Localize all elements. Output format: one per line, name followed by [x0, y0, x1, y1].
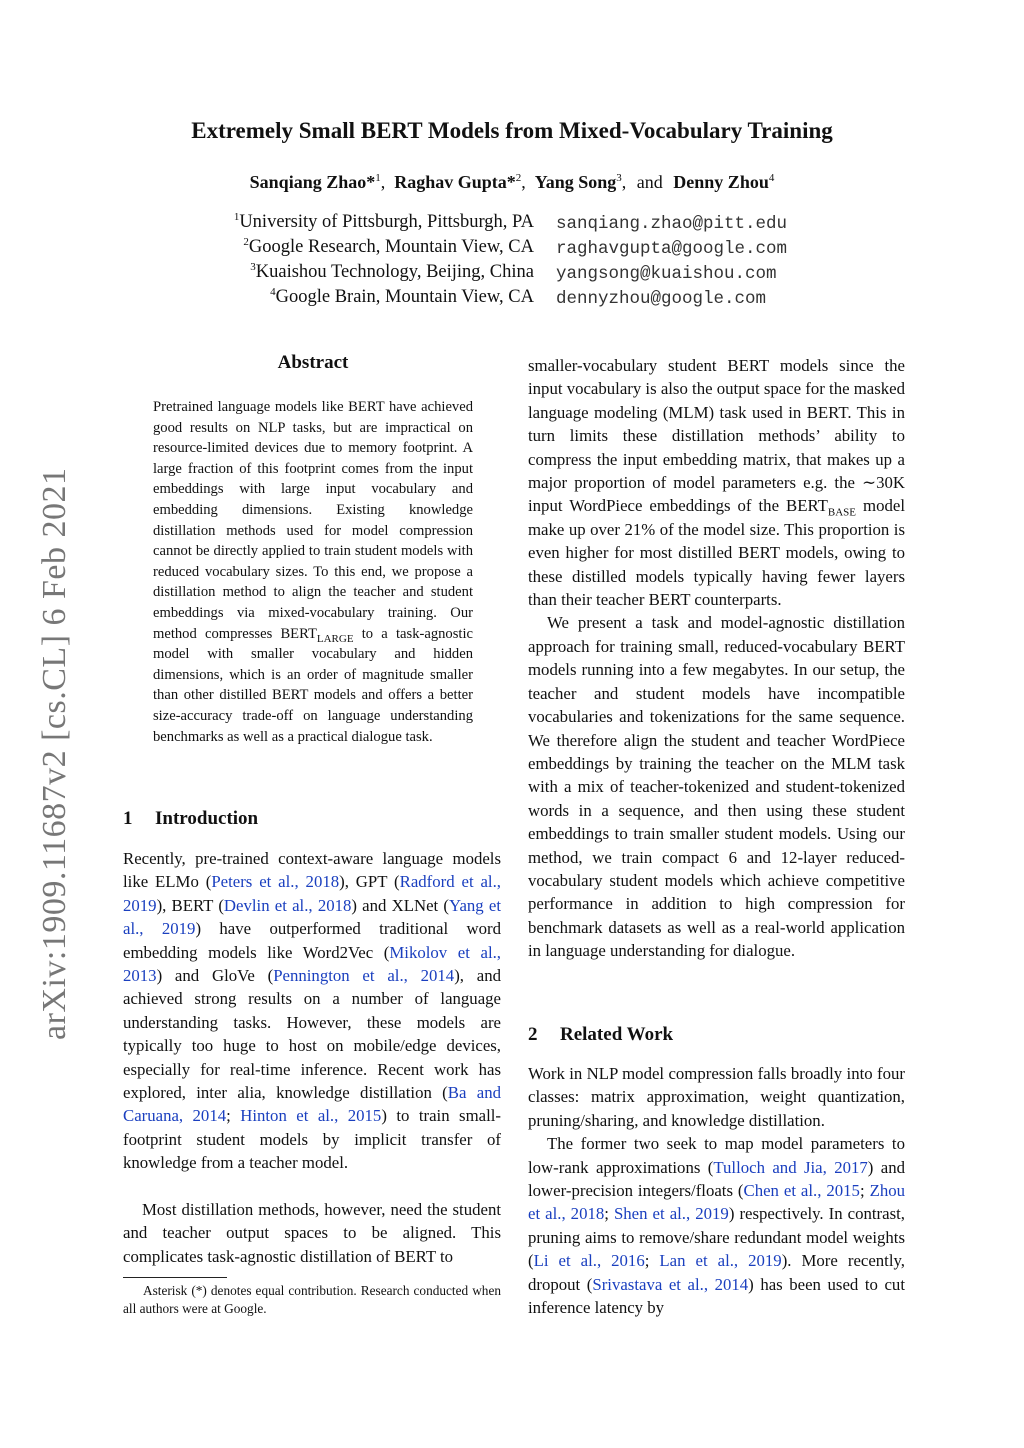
citation-link[interactable]: Yang et al., 2019 [123, 895, 501, 939]
paragraph-text: Recently, pre-trained context-aware language models like ELMo ( [123, 849, 501, 892]
introduction-body [123, 847, 501, 1268]
affiliation-mark: 4 [270, 285, 276, 298]
author-name: Denny Zhou [673, 172, 769, 192]
author-name: Raghav Gupta* [394, 172, 516, 192]
author-affiliation-mark: 2 [515, 172, 522, 184]
affiliation [250, 262, 534, 283]
section-title: Introduction [155, 808, 259, 829]
section-title: Related Work [560, 1024, 674, 1045]
citation-link[interactable]: Pennington et al., 2014 [273, 966, 455, 986]
paragraph: Most distillation methods, however, need the student and teacher output spaces to be aligned. This complicates task-agnostic distillation of BERT to [123, 1199, 501, 1266]
citation-link[interactable]: Lan et al., 2019 [659, 1251, 782, 1271]
related-work-body [528, 1062, 905, 1319]
affiliation-mark: 2 [243, 235, 249, 248]
author-affiliation-mark: 1 [375, 172, 381, 184]
footnote: Asterisk (*) denotes equal contribution. Research conducted when all authors were at Google. [123, 1283, 501, 1316]
citation-link[interactable]: Hinton et al., 2015 [240, 1106, 382, 1126]
right-column-body [528, 354, 905, 963]
paragraph-text: ) respectively. In contrast, pruning aims to remove/share redundant model weights ( [528, 1204, 905, 1271]
paragraph-text: ; [644, 1251, 660, 1271]
affiliation [270, 287, 534, 308]
author-conjunction: and [636, 172, 663, 192]
author-affiliation-mark: 3 [616, 172, 622, 184]
citation-link[interactable]: Radford et al., 2019 [123, 872, 501, 915]
paragraph-text: ) and lower-precision integers/floats ( [528, 1157, 905, 1201]
author-list: Sanqiang Zhao*$^1$, Raghav Gupta*$^2$, Yang Song$^3$, and Denny Zhou$^4$ [249, 172, 775, 192]
abstract-text: to a task-agnostic model with smaller vocabulary and hidden dimensions, which is an order of magnitude smaller than other distilled BERT models and offers a better size-accuracy trade-off on language understanding benchmarks as well as a practical dialogue task. [153, 625, 473, 745]
affiliation-text: Google Research, Mountain View, CA [248, 237, 534, 257]
section-heading-introduction [123, 808, 258, 830]
citation-link[interactable]: Chen et al., 2015 [743, 1181, 860, 1201]
paragraph-text: ) to train small-footprint student models by implicit transfer of knowledge from a teacher model. [123, 1106, 501, 1173]
affiliation-text: University of Pittsburgh, Pittsburgh, PA [239, 212, 534, 232]
citation-link[interactable]: Li et al., 2016 [533, 1251, 645, 1271]
citation-link[interactable]: Srivastava et al., 2014 [592, 1274, 749, 1294]
author-email: raghavgupta@google.com [556, 239, 788, 259]
affiliation-text: Google Brain, Mountain View, CA [275, 287, 534, 307]
affiliation [243, 237, 534, 258]
paragraph [123, 847, 501, 1175]
paragraph-text: The former two seek to map model parameters to low-rank approximations ( [528, 1134, 905, 1177]
paragraph-text: ), BERT ( [156, 895, 224, 915]
author-email: dennyzhou@google.com [556, 289, 767, 309]
abstract-text: Pretrained language models like BERT have achieved good results on NLP tasks, but are impractical on resource-limited devices due to memory footprint. A large fraction of this footprint comes from the input embeddings with large input vocabulary and embedding dimensions. Existing knowledge distillation methods used for model compression cannot be directly applied to train student models with reduced vocabulary sizes. To this end, we propose a distillation method to align the teacher and student embeddings via mixed-vocabulary training. Our method compresses BERT [153, 399, 473, 642]
section-heading-related-work [528, 1024, 673, 1046]
section-number: 2 [528, 1024, 538, 1045]
paragraph [528, 354, 905, 611]
citation-link[interactable]: Shen et al., 2019 [613, 1204, 729, 1224]
paragraph-text: ; [226, 1106, 241, 1126]
abstract-body [153, 397, 473, 747]
author-name: Sanqiang Zhao* [249, 172, 376, 192]
citation-link[interactable]: Mikolov et al., 2013 [123, 942, 502, 986]
author-affiliation-mark: 4 [768, 172, 775, 184]
affiliation [234, 212, 534, 233]
paragraph-text: ) and XLNet ( [351, 895, 450, 915]
paragraph-text: ; [859, 1181, 870, 1201]
paragraph-text: ) has been used to cut inference latency by [528, 1274, 905, 1318]
paragraph-text: ), GPT ( [339, 872, 400, 892]
author-name: Yang Song [534, 172, 617, 192]
abstract-subscript: LARGE [316, 632, 354, 645]
abstract-heading: Abstract [277, 352, 349, 373]
citation-link[interactable]: Tulloch and Jia, 2017 [713, 1157, 868, 1177]
footnote-rule [123, 1277, 227, 1278]
citation-link[interactable]: Zhou et al., 2018 [528, 1181, 905, 1224]
affiliation-mark: 3 [250, 260, 256, 273]
citation-link[interactable]: Peters et al., 2018 [211, 872, 340, 892]
paragraph-text: ) and GloVe ( [156, 966, 274, 986]
author-email: sanqiang.zhao@pitt.edu [556, 214, 788, 234]
paper-title: Extremely Small BERT Models from Mixed-Vocabulary Training [191, 118, 833, 143]
affiliation-text: Kuaishou Technology, Beijing, China [255, 262, 534, 282]
paragraph-text: ; [604, 1204, 614, 1224]
paragraph [528, 1132, 905, 1319]
paragraph-text: ), and achieved strong results on a number of language understanding tasks. However, these models are typically too huge to host on mobile/edge devices, especially for real-time inference. Recent work has explored, inter alia, knowledge distillation ( [123, 966, 501, 1103]
citation-link[interactable]: Devlin et al., 2018 [223, 895, 352, 915]
citation-link[interactable]: Ba and Caruana, 2014 [123, 1083, 501, 1126]
paragraph: We present a task and model-agnostic distillation approach for training small, reduced-vocabulary BERT models running into a few megabytes. In our setup, the teacher and student models have incompatible vocabularies and tokenizations for the same sequence. We therefore align the student and teacher WordPiece embeddings by training the teacher on the MLM task with a mix of teacher-tokenized and student-tokenized words in a sequence, and then using these student embeddings to train smaller student models. Using our method, we train compact 6 and 12-layer reduced-vocabulary student models which achieve competitive performance in addition to high compression for benchmark datasets as well as a real-world application in language understanding for dialogue. [528, 613, 905, 961]
arxiv-identifier: arXiv:1909.11687v2 [cs.CL] 6 Feb 2021 [36, 467, 73, 1040]
paragraph-text: model make up over 21% of the model size. This proportion is even higher for most distilled BERT models, owing to these distilled models typically having fewer layers than their teacher BERT counterparts. [528, 496, 905, 610]
section-number: 1 [123, 808, 133, 829]
paragraph: Work in NLP model compression falls broadly into four classes: matrix approximation, weight quantization, pruning/sharing, and knowledge distillation. [528, 1064, 905, 1130]
paragraph-text: ) have outperformed traditional word embedding models like Word2Vec ( [123, 919, 501, 962]
affiliation-mark: 1 [233, 210, 240, 223]
author-email: yangsong@kuaishou.com [556, 264, 777, 284]
paragraph-text: smaller-vocabulary student BERT models since the input vocabulary is also the output space for the masked language modeling (MLM) task used in BERT. This in turn limits these distillation methods’ ability to compress the input embedding matrix, that makes up a major proportion of model parameters e.g. the ∼30K input WordPiece embeddings of the BERT [528, 356, 906, 516]
paragraph-subscript: BASE [827, 506, 857, 519]
paragraph-text: ). More recently, dropout ( [528, 1251, 905, 1294]
